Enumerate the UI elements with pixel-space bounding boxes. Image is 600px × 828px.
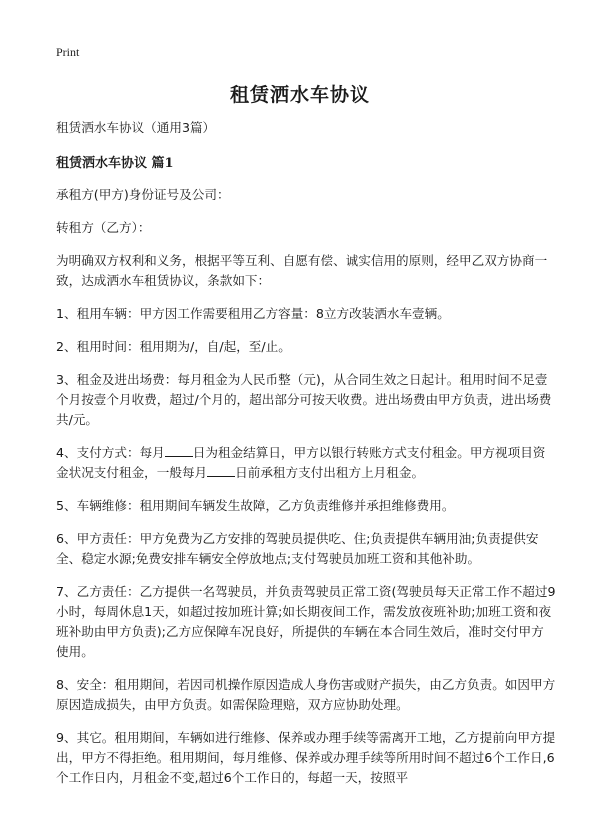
document-title: 租赁洒水车协议 [229, 84, 370, 106]
clause-4-part-c: 日前承租方支付出租方上月租金。 [235, 465, 425, 480]
clause-5: 5、车辆维修：租用期间车辆发生故障，乙方负责维修并承担维修费用。 [56, 498, 455, 513]
clause-3: 3、租金及进出场费：每月租金为人民币整（元)，从合同生效之日起计。租用时间不足壹个月按壹个月收费，超过/个月的，超出部分可按天收费。进出场费由甲方负责，进出场费共/元。 [56, 372, 552, 427]
clause-1: 1、租用车辆：甲方因工作需要租用乙方容量：8立方改装洒水车壹辆。 [56, 306, 450, 321]
clause-6: 6、甲方责任：甲方免费为乙方安排的驾驶员提供吃、住;负责提供车辆用油;负责提供安全、稳定水源;免费安排车辆安全停放地点;支付驾驶员加班工资和其他补助。 [56, 531, 539, 566]
blank-line [207, 464, 235, 477]
paragraph-intro: 为明确双方权利和义务，根据平等互利、自愿有偿、诚实信用的原则，经甲乙双方协商一致，达成洒水车租赁协议，条款如下： [56, 253, 548, 288]
clause-9: 9、其它。租用期间，车辆如进行维修、保养或办理手续等需离开工地，乙方提前向甲方提出，甲方不得拒绝。租用期间，每月维修、保养或办理手续等所用时间不超过6个工作日,6个工作日内，月租金不变,超过6个工作日的，每超一天，按照平 [56, 730, 556, 785]
blank-line [165, 444, 193, 457]
paragraph-lessee: 承租方(甲方)身份证号及公司： [56, 187, 230, 202]
clause-4-part-b: 日为租金结算日，甲方以银行转账方式支付租金。甲方视项目资金状况支付租金，一般每月 [56, 445, 546, 480]
clause-4-part-a: 4、支付方式：每月 [56, 445, 165, 460]
document-body [56, 118, 556, 801]
clause-7: 7、乙方责任：乙方提供一名驾驶员，并负责驾驶员正常工资(驾驶员每天正常工作不超过9小时，每周休息1天，如超过按加班计算;如长期夜间工作，需发放夜班补助;加班工资和夜班补助由甲方负责);乙方应保障车况良好，所提供的车辆在本合同生效后，准时交付甲方使用。 [56, 584, 556, 659]
print-label[interactable]: Print [56, 45, 80, 59]
section-heading: 租赁洒水车协议 篇1 [56, 156, 174, 171]
paragraph-lessor: 转租方（乙方）： [56, 220, 151, 235]
clause-8: 8、安全：租用期间，若因司机操作原因造成人身伤害或财产损失，由乙方负责。如因甲方原因造成损失，由甲方负责。如需保险理赔，双方应协助处理。 [56, 677, 556, 712]
clause-2: 2、租用时间：租用期为/，自/起，至/止。 [56, 339, 291, 354]
document-subtitle: 租赁洒水车协议（通用3篇） [56, 120, 216, 135]
clause-4 [56, 443, 556, 483]
